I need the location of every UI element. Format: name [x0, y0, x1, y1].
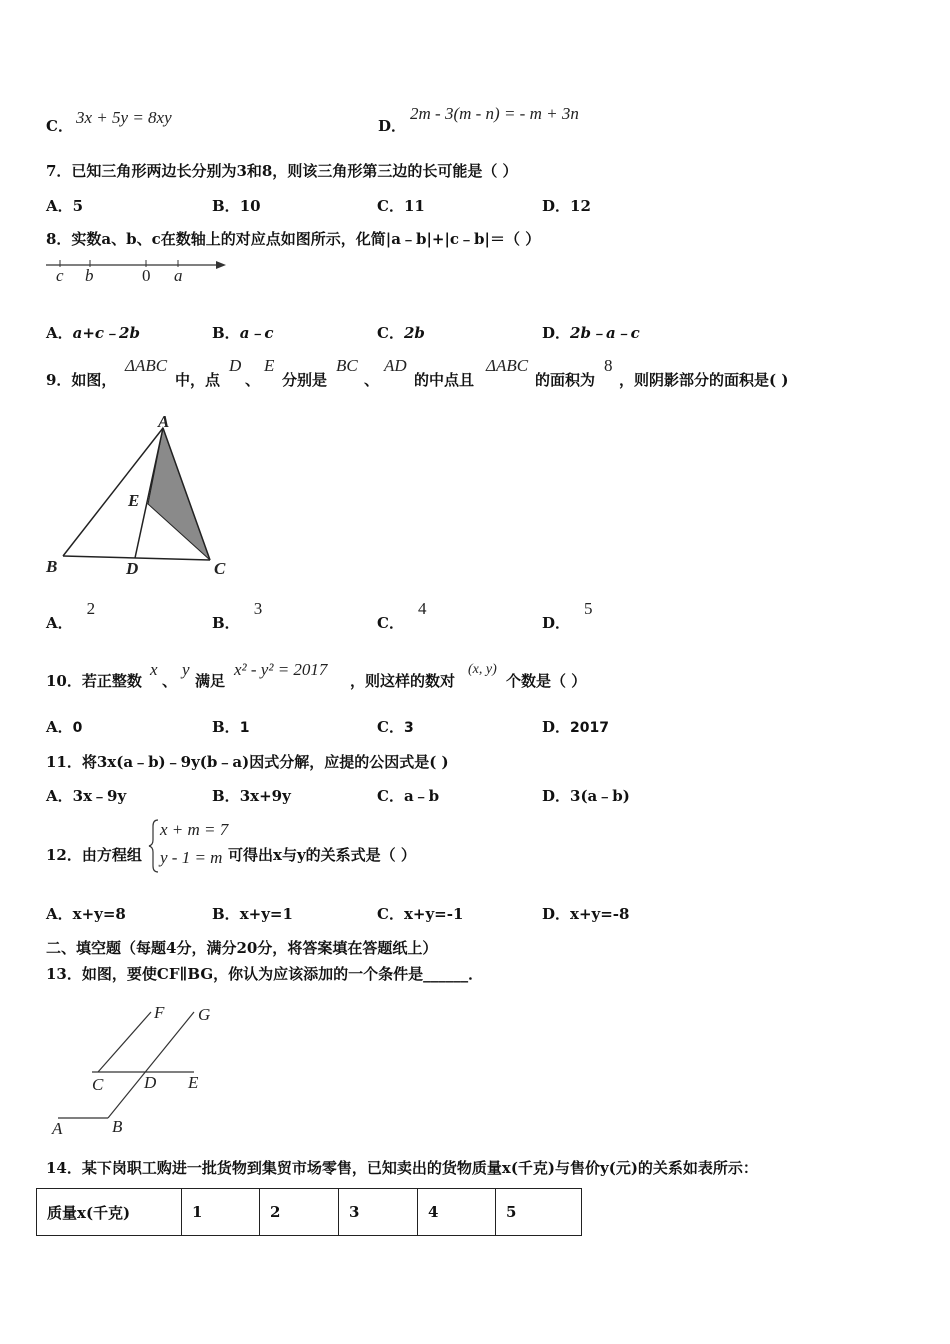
label-e: E [128, 491, 140, 510]
q6-option-d-expr: 2m - 3(m - n) = - m + 3n [410, 104, 579, 123]
q10-option-c: C．3 [377, 718, 414, 736]
q12-option-a: A．x+y=8 [46, 905, 126, 923]
q11-option-c: C．a﹣b [377, 787, 440, 805]
q9-math-ad: AD [384, 356, 407, 375]
q10-stem-5: 个数是（ ） [506, 672, 587, 690]
axis-label-c: c [56, 266, 64, 285]
label-b: B [46, 557, 58, 576]
q9-option-c: C．4 [377, 599, 427, 632]
label-a: A [52, 1119, 63, 1138]
q10-stem-3: 满足 [195, 672, 226, 690]
label-f: F [154, 1003, 165, 1022]
q12-option-b: B．x+y=1 [212, 905, 293, 923]
label-a: A [158, 412, 170, 431]
q9-stem-4: 分别是 [282, 371, 328, 389]
q7-option-c: C．11 [377, 197, 425, 215]
q9-stem-2: 中，点 [175, 371, 221, 389]
axis-label-a: a [174, 266, 183, 285]
table-cell: 5 [496, 1189, 582, 1236]
q8-option-d: D．2b﹣a﹣c [542, 324, 640, 342]
q10-math-equation: x² - y² = 2017 [234, 660, 328, 679]
q10-option-d: D．2017 [542, 718, 609, 736]
q10-stem-2: 、 [162, 672, 178, 690]
q7-option-b: B．10 [212, 197, 261, 215]
table-header-cell: 质量x(千克) [37, 1189, 182, 1236]
section-heading-fill-in: 二、填空题（每题4分，满分20分，将答案填在答题纸上） [46, 939, 438, 957]
q9-math-abc-2: ΔABC [486, 356, 529, 375]
q11-option-d: D．3(a﹣b) [542, 787, 630, 805]
q11-option-a: A．3x﹣9y [46, 787, 127, 805]
q13-parallel-lines-figure [44, 998, 244, 1140]
q9-option-d: D．5 [542, 599, 593, 632]
q9-stem-6: 的中点且 [414, 371, 475, 389]
q9-math-bc: BC [336, 356, 358, 375]
q9-math-d: D [229, 356, 242, 375]
q8-option-b: B．a﹣c [212, 324, 274, 342]
table-cell: 4 [418, 1189, 496, 1236]
q12-equation-1: x + m = 7 [160, 820, 229, 839]
q12-stem-a: 12．由方程组 [46, 846, 142, 864]
q7-option-a: A．5 [46, 197, 84, 215]
table-row [37, 1189, 582, 1236]
q8-number-line [44, 256, 228, 286]
q9-option-a: A．2 [46, 599, 96, 632]
label-d: D [126, 559, 139, 578]
axis-label-0: 0 [142, 266, 151, 285]
q7-stem: 7．已知三角形两边长分别为3和8，则该三角形第三边的长可能是（ ） [46, 162, 518, 180]
q14-stem: 14．某下岗职工购进一批货物到集贸市场零售，已知卖出的货物质量x(千克)与售价y(元)的关系如表所示： [46, 1159, 758, 1177]
q10-math-y: y [182, 660, 190, 679]
q9-math-e: E [264, 356, 275, 375]
q8-option-c: C．2b [377, 324, 425, 342]
table-cell: 2 [260, 1189, 339, 1236]
q12-option-d: D．x+y=-8 [542, 905, 630, 923]
q6-option-c-expr: 3x + 5y = 8xy [76, 108, 172, 127]
q14-data-table [36, 1188, 582, 1236]
q12-equation-2: y - 1 = m [160, 848, 223, 867]
label-c: C [214, 559, 226, 578]
q8-option-a: A．a+c﹣2b [46, 324, 140, 342]
axis-label-b: b [85, 266, 94, 285]
table-cell: 3 [339, 1189, 418, 1236]
q9-stem-5: 、 [364, 371, 380, 389]
q12-brace [148, 818, 160, 874]
q9-option-b: B．3 [212, 599, 263, 632]
q12-stem-b: 可得出x与y的关系式是（ ） [228, 846, 416, 864]
q10-stem-4: ，则这样的数对 [350, 672, 456, 690]
q6-option-c-label: C． [46, 117, 73, 135]
q9-stem-7: 的面积为 [535, 371, 596, 389]
q11-option-b: B．3x+9y [212, 787, 291, 805]
q8-stem: 8．实数a、b、c在数轴上的对应点如图所示，化简|a﹣b|+|c﹣b|＝（ ） [46, 230, 541, 248]
q10-stem-1: 10．若正整数 [46, 672, 142, 690]
label-d: D [144, 1073, 157, 1092]
q10-option-b: B．1 [212, 718, 250, 736]
label-b: B [112, 1117, 123, 1136]
q9-math-8: 8 [604, 356, 613, 375]
q9-triangle-figure [40, 410, 240, 585]
q12-option-c: C．x+y=-1 [377, 905, 464, 923]
q11-stem: 11．将3x(a﹣b)﹣9y(b﹣a)因式分解，应提的公因式是( ) [46, 753, 449, 771]
q9-stem-1: 9．如图， [46, 371, 117, 389]
label-g: G [198, 1005, 211, 1024]
q6-option-d-label: D． [378, 117, 407, 135]
q7-option-d: D．12 [542, 197, 591, 215]
table-cell: 1 [182, 1189, 260, 1236]
q10-option-a: A．0 [46, 718, 83, 736]
q9-stem-3: 、 [245, 371, 261, 389]
label-c: C [92, 1075, 104, 1094]
q10-math-x: x [150, 660, 158, 679]
label-e: E [188, 1073, 199, 1092]
q9-math-abc: ΔABC [125, 356, 168, 375]
q13-stem: 13．如图，要使CF∥BG，你认为应该添加的一个条件是______． [46, 965, 484, 983]
q10-math-pair: (x, y) [468, 662, 497, 677]
q9-stem-8: ，则阴影部分的面积是( ) [619, 371, 789, 389]
